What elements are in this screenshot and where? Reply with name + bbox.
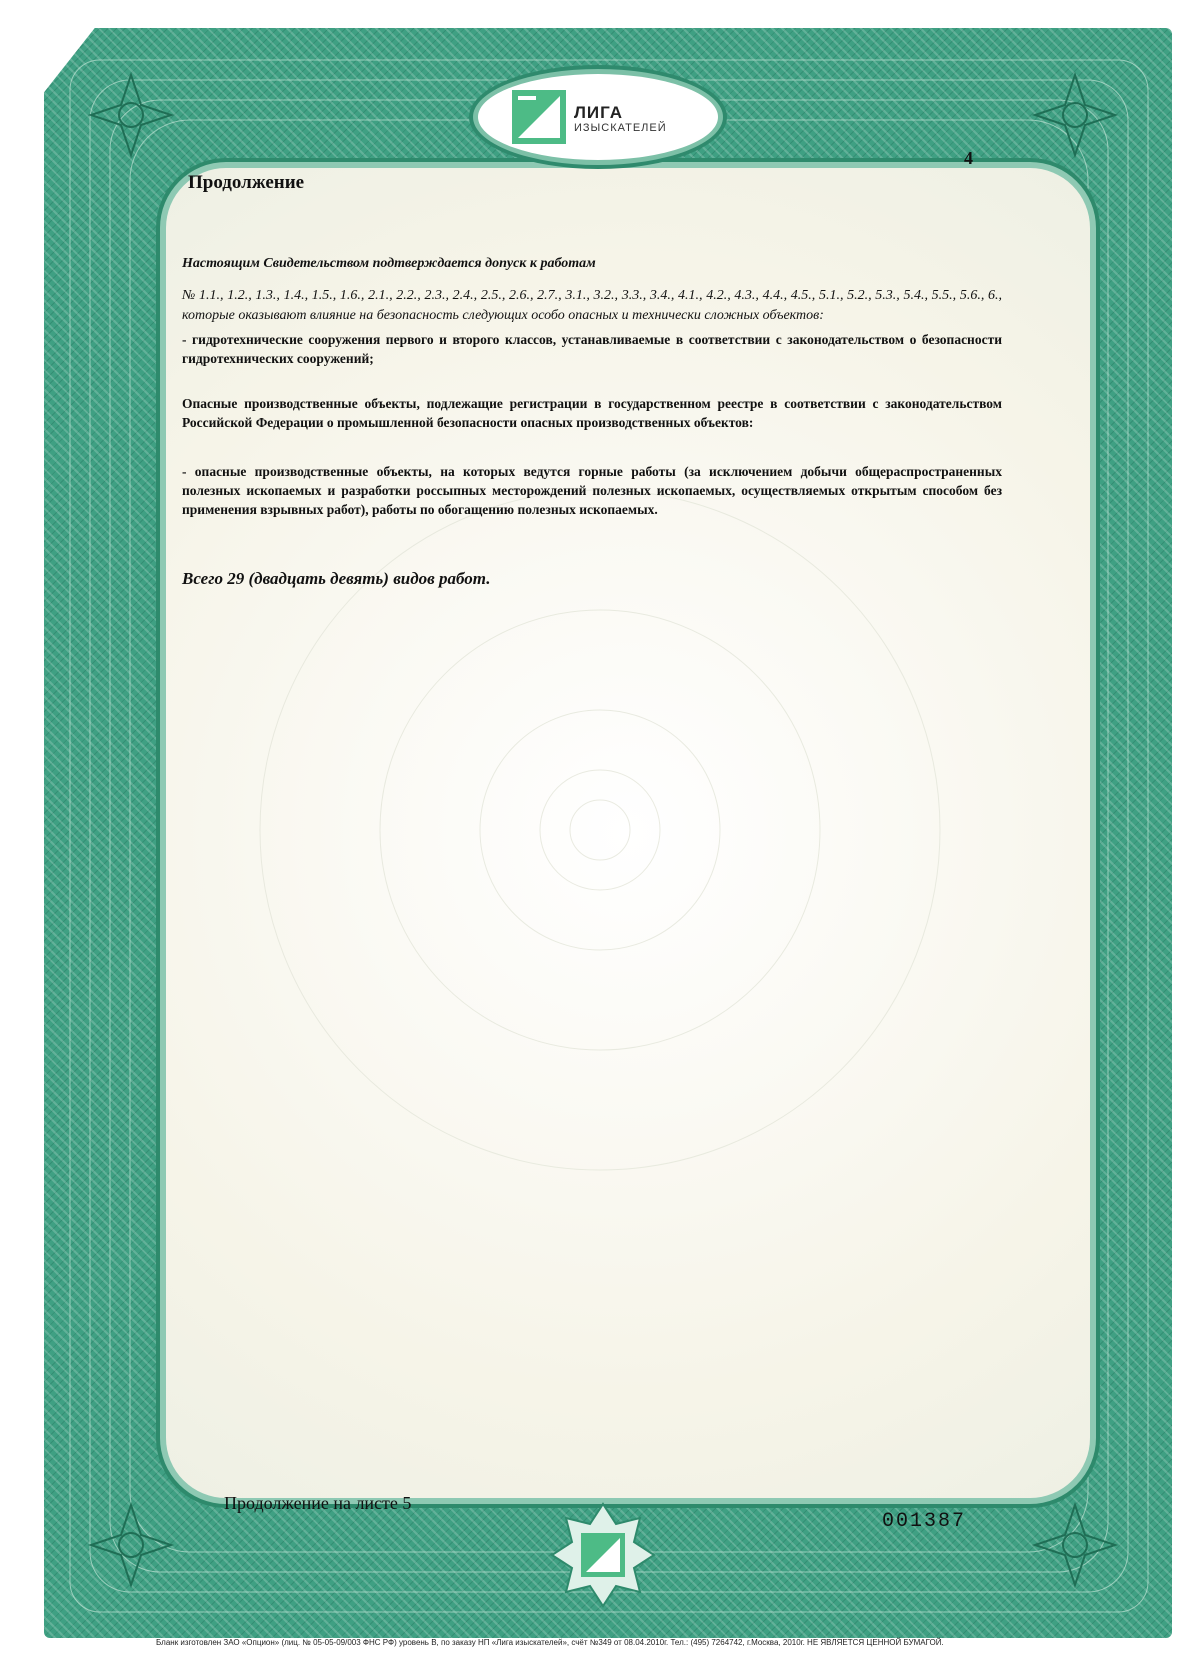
liga-logo-icon <box>510 88 568 146</box>
bottom-emblem-icon <box>548 1500 658 1610</box>
logo-subtitle: ИЗЫСКАТЕЛЕЙ <box>574 122 667 134</box>
logo-title: ЛИГА <box>574 103 623 122</box>
mining-objects-text: - опасные производственные объекты, на которых ведутся горные работы (за исключением добычи общераспространенных полезных ископаемых и разработки россыпных месторождений полезных ископаемых, осуществляемых открытым способом без применения взрывных работ), работы по обогащению полезных ископаемых. <box>182 464 1002 517</box>
footer-note: Бланк изготовлен ЗАО «Опцион» (лиц. № 05-05-09/003 ФНС РФ) уровень В, по заказу НП «Лига изыскателей», счёт №349 от 08.04.2010г. Тел.: (495) 7264742, г.Москва, 2010г. НЕ ЯВЛЯЕТСЯ ЦЕННОЙ БУМАГОЙ. <box>156 1638 944 1647</box>
bottom-left-ornament-icon <box>86 1500 176 1590</box>
bottom-right-ornament-icon <box>1030 1500 1120 1590</box>
page-number: 4 <box>964 148 973 168</box>
continued-note: Продолжение на листе 5 <box>224 1493 412 1513</box>
work-list-text: № 1.1., 1.2., 1.3., 1.4., 1.5., 1.6., 2.1., 2.2., 2.3., 2.4., 2.5., 2.6., 2.7., 3.1., 3.2., 3.3., 3.4., 4.1., 4.2., 4.3., 4.4., 4.5., 5.1., 5.2., 5.3., 5.4., 5.5., 5.6., 6., которые оказывают влияние на безопасность следующих особо опасных и технически сложных объектов: <box>182 288 1002 323</box>
top-right-ornament-icon <box>1030 70 1120 160</box>
page-heading: Продолжение <box>188 172 305 193</box>
intro-text: Настоящим Свидетельством подтверждается допуск к работам <box>182 256 596 271</box>
hydro-structures-text: - гидротехнические сооружения первого и второго классов, устанавливаемые в соответствии с законодательством о безопасности гидротехнических сооружений; <box>182 332 1002 366</box>
top-left-ornament-icon <box>86 70 176 160</box>
total-works-text: Всего 29 (двадцать девять) видов работ. <box>182 569 491 588</box>
serial-number: 001387 <box>882 1510 967 1533</box>
certificate-body <box>182 256 1002 606</box>
hazardous-objects-text: Опасные производственные объекты, подлежащие регистрации в государственном реестре в соответствии с законодательством Российской Федерации о промышленной безопасности опасных производственных объектов: <box>182 396 1002 430</box>
